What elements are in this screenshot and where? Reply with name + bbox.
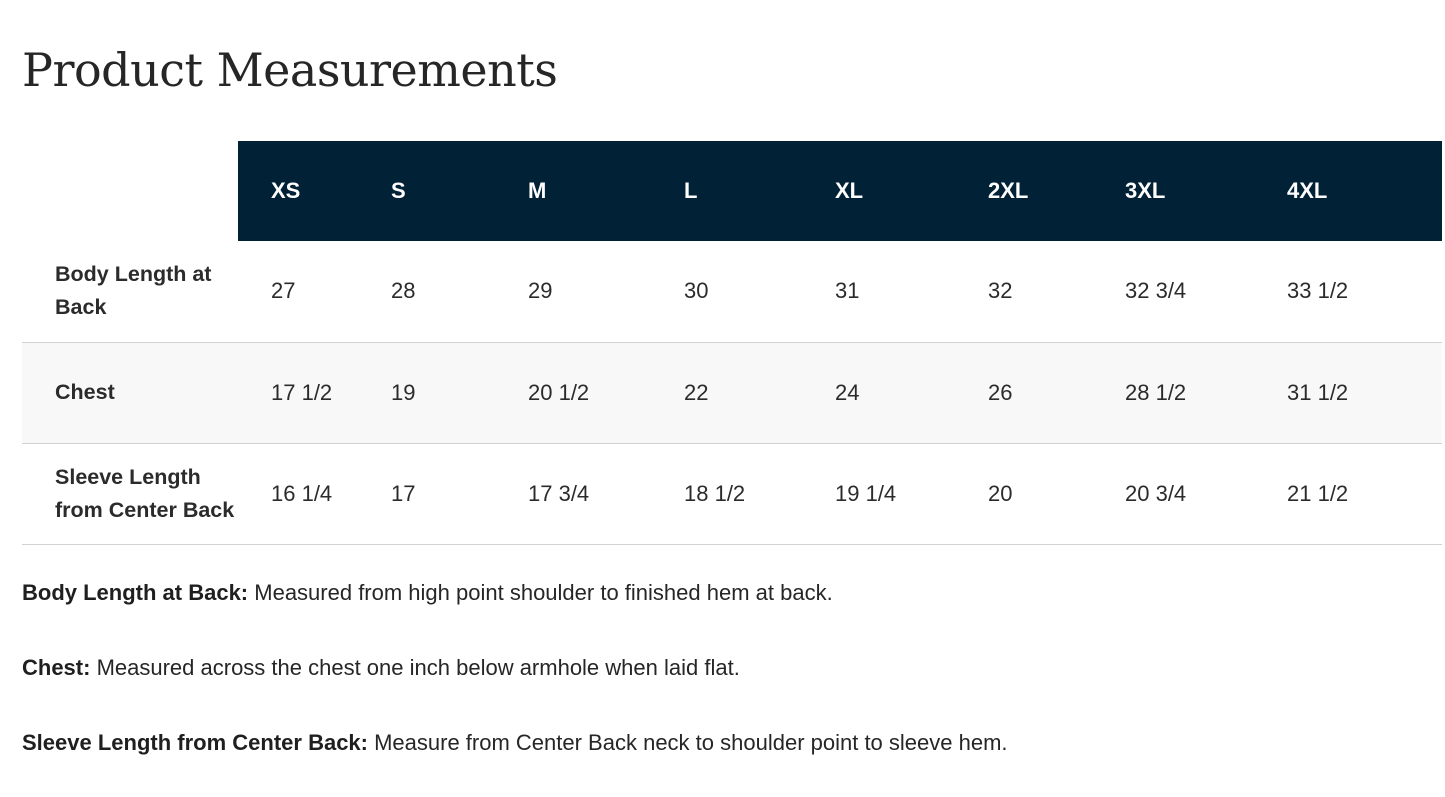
table-cell: 16 1/4 [271,480,333,506]
table-cell: 17 3/4 [528,480,590,506]
note-sleeve-length [22,720,1422,795]
table-cell: 26 [988,379,1013,405]
table-row-sleeve-length [22,443,1442,544]
row-label: Sleeve Length from Center Back [55,464,235,522]
table-cell: 19 1/4 [835,480,897,506]
table-header [22,141,1442,241]
header-size-4xl: 4XL [1287,141,1442,241]
table-cell: 32 3/4 [1125,278,1187,304]
table-cell: 17 [391,480,416,506]
table-row-chest [22,342,1442,443]
note-term: Body Length at Back: [22,580,249,605]
note-term: Chest: [22,655,91,680]
header-size-3xl: 3XL [1125,141,1287,241]
table-cell: 27 [271,278,296,304]
table-cell: 18 1/2 [684,480,746,506]
table-cell: 20 1/2 [528,379,590,405]
table-cell: 28 1/2 [1125,379,1187,405]
header-size-m: M [528,141,684,241]
note-term: Sleeve Length from Center Back: [22,730,368,755]
table-cell: 30 [684,278,709,304]
note-chest [22,645,1422,720]
table-cell: 17 1/2 [271,379,333,405]
header-size-xl: XL [835,141,988,241]
note-text: Measure from Center Back neck to shoulder point to sleeve hem. [367,730,1008,755]
table-cell: 20 3/4 [1125,480,1187,506]
measurement-notes [22,570,1422,795]
table-cell: 31 [835,278,860,304]
header-size-xs: XS [238,141,391,241]
header-size-s: S [391,141,528,241]
page-title: Product Measurements [22,43,558,97]
table-cell: 31 1/2 [1287,379,1349,405]
row-label: Body Length at Back [55,262,212,320]
note-text: Measured across the chest one inch below armhole when laid flat. [90,655,740,680]
table-cell: 29 [528,278,553,304]
table-cell: 19 [391,379,416,405]
table-cell: 32 [988,278,1013,304]
header-corner-cell [22,141,238,241]
table-cell: 24 [835,379,860,405]
table-cell: 28 [391,278,416,304]
note-body-length [22,570,1422,645]
table-cell: 21 1/2 [1287,480,1349,506]
table-row-body-length [22,241,1442,342]
size-chart-table [22,141,1442,545]
note-text: Measured from high point shoulder to finished hem at back. [248,580,833,605]
table-cell: 33 1/2 [1287,278,1349,304]
table-cell: 20 [988,480,1013,506]
header-size-2xl: 2XL [988,141,1125,241]
row-label: Chest [55,380,115,404]
header-size-l: L [684,141,835,241]
table-cell: 22 [684,379,709,405]
